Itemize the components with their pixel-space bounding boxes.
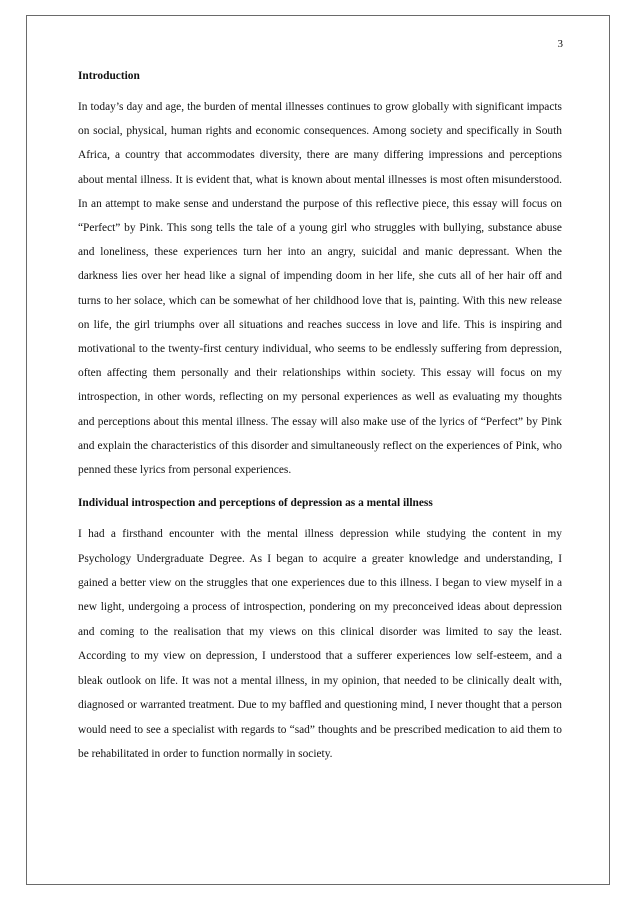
introspection-heading: Individual introspection and perceptions of depression as a mental illness — [78, 497, 433, 510]
document-body — [78, 68, 562, 779]
page-number: 3 — [557, 38, 563, 50]
introduction-paragraph: In today’s day and age, the burden of mental illnesses continues to grow globally with significant impacts on social, physical, human rights and economic consequences. Among society and specifically in South Africa, a country that accommodates diversity, there are many differing impressions and perceptions about mental illness. It is evident that, what is known about mental illnesses is most often misunderstood. In an attempt to make sense and understand the purpose of this reflective piece, this essay will focus on “Perfect” by Pink. This song tells the tale of a young girl who struggles with bullying, substance abuse and loneliness, these experiences turn her into an angry, suicidal and manic depressant. When the darkness lies over her head like a signal of impending doom in her life, she cuts all of her hair off and turns to her solace, which can be somewhat of her childhood love that is, painting. With this new release on life, the girl triumphs over all situations and reaches success in love and life. This is inspiring and motivational to the twenty-first century individual, who seems to be endlessly suffering from depression, often affecting them personally and their relationships within society. This essay will focus on my introspection, in other words, reflecting on my personal experiences as well as evaluating my thoughts and perceptions about this mental illness. The essay will also make use of the lyrics of “Perfect” by Pink and explain the characteristics of this disorder and simultaneously reflect on the experiences of Pink, who penned these lyrics from personal experiences. — [78, 101, 562, 477]
introduction-heading: Introduction — [78, 70, 140, 82]
introspection-paragraph: I had a firsthand encounter with the mental illness depression while studying the content in my Psychology Undergraduate Degree. As I began to acquire a greater knowledge and understanding, I gained a better view on the struggles that one experiences due to this illness. I began to view myself in a new light, undergoing a process of introspection, pondering on my preconceived ideas about depression and coming to the realisation that my views on this clinical disorder was limited to say the least. According to my view on depression, I understood that a sufferer experiences low self-esteem, and a bleak outlook on life. It was not a mental illness, in my opinion, that needed to be clinically dealt with, diagnosed or warranted treatment. Due to my baffled and questioning mind, I never thought that a person would need to see a specialist with regards to “sad” thoughts and be prescribed medication to aid them to be rehabilitated in order to function normally in society. — [78, 528, 562, 760]
